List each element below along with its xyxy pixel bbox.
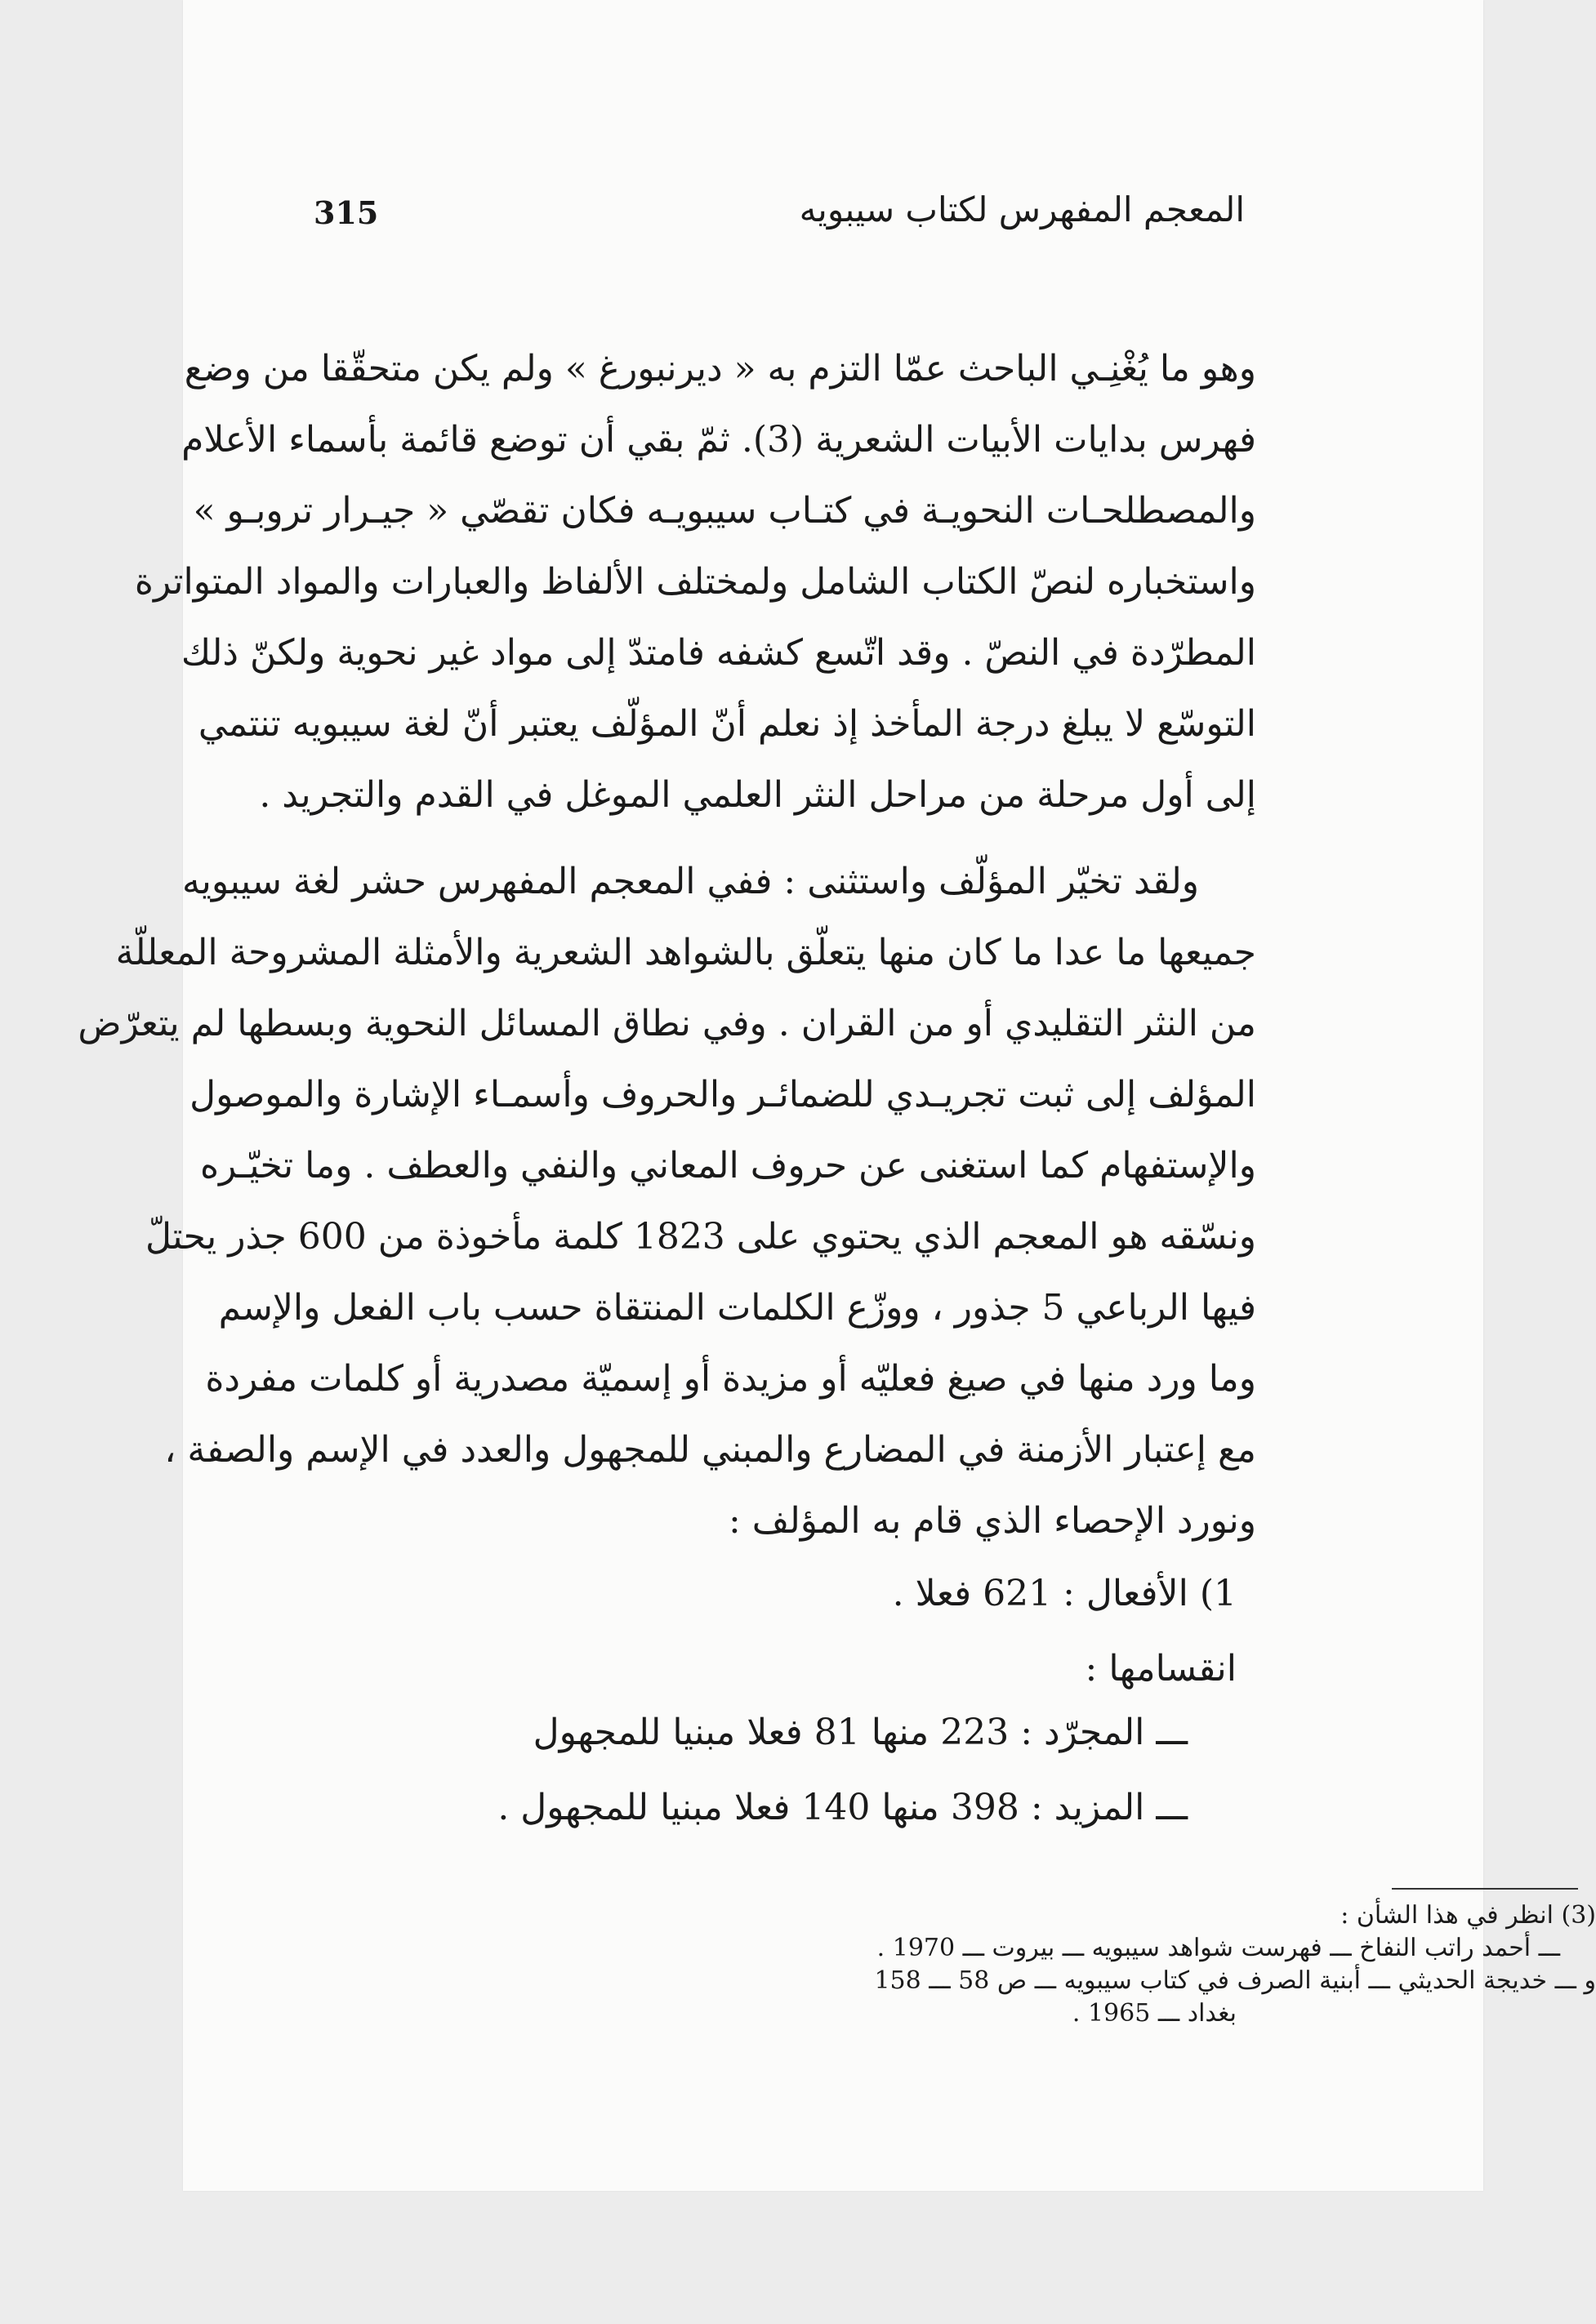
book-page [78,0,1596,2191]
text-line: والمصطلحـات النحويـة في كتـاب سيبويـه فكان تقصّي « جيـرار تروبـو » [193,490,1256,532]
text-line: المؤلف إلى ثبت تجريـدي للضمائـر والحروف وأسمـاء الإشارة والموصول [189,1074,1256,1115]
list-item: 1) الأفعال : 621 فعلا . [892,1573,1237,1614]
page-number: 315 [314,194,379,231]
list-item: ـــ المزيد : 398 منها 140 فعلا مبنيا للمجهول . [497,1787,1188,1828]
text-line: والإستفهام كما استغنى عن حروف المعاني والنفي والعطف . وما تخيّـره [200,1145,1256,1186]
text-line: المطرّدة في النصّ . وقد اتّسع كشفه فامتدّ إلى مواد غير نحوية ولكنّ ذلك [181,632,1256,674]
division-list [497,1695,1188,1845]
text-line: وما ورد منها في صيغ فعليّه أو مزيدة أو إسميّة مصدرية أو كلمات مفردة [205,1358,1256,1400]
list-item: ـــ المجرّد : 223 منها 81 فعلا مبنيا للمجهول [533,1712,1188,1753]
text-line: ونسّقه هو المعجم الذي يحتوي على 1823 كلمة مأخوذة من 600 جذر يحتلّ [145,1216,1256,1258]
page-header [314,189,1245,247]
footnote-line: (3) انظر في هذا الشأن : [1340,1901,1596,1930]
footnote-divider [1392,1888,1578,1890]
text-line: من النثر التقليدي أو من القران . وفي نطاق المسائل النحوية وبسطها لم يتعرّض [78,1003,1256,1044]
text-line: فهرس بدايات الأبيات الشعرية (3). ثمّ بقي أن توضع قائمة بأسماء الأعلام [181,419,1256,461]
text-line: فيها الرباعي 5 جذور ، ووزّع الكلمات المنتقاة حسب باب الفعل والإسم [218,1287,1256,1329]
footnote-line: ـــ أحمد راتب النفاخ ـــ فهرست شواهد سيبويه ـــ بيروت ـــ 1970 . [876,1934,1560,1962]
paragraph-1 [134,333,1256,830]
footnotes [510,1899,1596,2030]
list-heading: انقسامها : [1085,1648,1237,1690]
running-title: المعجم المفهرس لكتاب سيبويه [799,189,1245,229]
text-line: وهو ما يُغْنِـي الباحث عمّا التزم به « ديرنبورغ » ولم يكن متحقّقا من وضع [184,348,1256,390]
text-line: ولقد تخيّر المؤلّف واستثنى : ففي المعجم المفهرس حشر لغة سيبويه [182,861,1199,902]
footnote-line: و ـــ خديجة الحديثي ـــ أبنية الصرف في كتاب سيبويه ـــ ص 58 ـــ 158 [874,1966,1596,1995]
text-line: جميعها ما عدا ما كان منها يتعلّق بالشواهد الشعرية والأمثلة المشروحة المعللّة [115,932,1256,973]
paragraph-2 [78,846,1256,1556]
text-line: التوسّع لا يبلغ درجة المأخذ إذ نعلم أنّ المؤلّف يعتبر أنّ لغة سيبويه تنتمي [198,703,1256,745]
text-line: مع إعتبار الأزمنة في المضارع والمبني للمجهول والعدد في الإسم والصفة ، [164,1429,1256,1471]
verbs-count [893,1556,1237,1632]
text-line: إلى أول مرحلة من مراحل النثر العلمي الموغل في القدم والتجريد . [259,774,1256,816]
text-line: ونورد الإحصاء الذي قام به المؤلف : [728,1500,1256,1542]
text-line: واستخباره لنصّ الكتاب الشامل ولمختلف الألفاظ والعبارات والمواد المتواترة [134,561,1256,603]
footnote-line: بغداد ـــ 1965 . [1072,1999,1237,2028]
